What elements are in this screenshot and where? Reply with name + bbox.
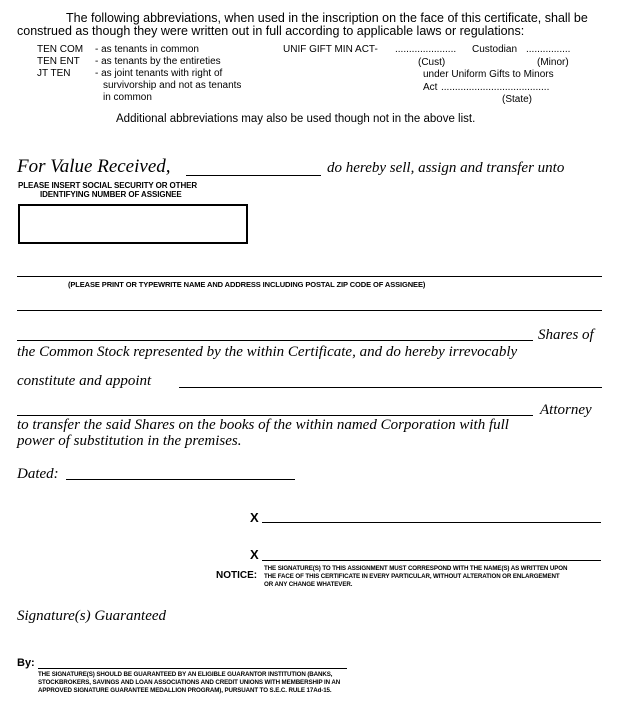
notice-text: OR ANY CHANGE WHATEVER. [264,581,353,588]
assignee-line[interactable] [17,276,602,277]
attorney-label: Attorney [540,402,592,418]
address-label: (PLEASE PRINT OR TYPEWRITE NAME AND ADDRESS INCLUDING POSTAL ZIP CODE OF ASSIGNEE) [68,280,426,289]
abbr-code: JT TEN [37,68,71,79]
value-line[interactable] [186,175,321,176]
ugma-under: under Uniform Gifts to Minors [423,69,554,80]
abbr-code: TEN ENT [37,56,80,67]
ugma-act-dots: ....................................... [441,82,550,93]
abbr-desc: - as joint tenants with right of [95,68,223,79]
by-label: By: [17,657,35,669]
dated-label: Dated: [17,466,59,482]
dated-line[interactable] [66,479,295,480]
additional-note: Additional abbreviations may also be used though not in the above list. [116,113,476,125]
shares-of: Shares of [538,327,594,343]
shares-line[interactable] [17,340,533,341]
notice-text: THE SIGNATURE(S) TO THIS ASSIGNMENT MUST CORRESPOND WITH THE NAME(S) AS WRITTEN UPON [264,565,568,572]
ugma-state: (State) [502,94,533,105]
ugma-act: Act [423,82,438,93]
hereby-text: do hereby sell, assign and transfer unto [327,160,565,176]
for-value-received: For Value Received, [17,156,171,177]
x-mark: X [250,547,259,562]
guarantee-note: THE SIGNATURE(S) SHOULD BE GUARANTEED BY AN ELIGIBLE GUARANTOR INSTITUTION (BANKS, [38,671,333,678]
transfer-text: to transfer the said Shares on the books of the within named Corporation with full [17,417,509,433]
ugma-label: UNIF GIFT MIN ACT- [283,44,378,55]
signature-guaranteed: Signature(s) Guaranteed [17,608,167,624]
signature-line-2[interactable] [262,560,601,561]
common-stock-text: the Common Stock represented by the within Certificate, and do hereby irrevocably [17,344,518,360]
header-line-2: construed as though they were written out in full according to applicable laws or regulations: [17,24,525,38]
guarantee-note: APPROVED SIGNATURE GUARANTEE MEDALLION PROGRAM), PURSUANT TO S.E.C. RULE 17Ad-15. [38,687,332,694]
ugma-minor-dots: ................ [526,44,571,55]
attorney-line[interactable] [17,415,533,416]
constitute-appoint: constitute and appoint [17,373,152,389]
notice-text: THE FACE OF THIS CERTIFICATE IN EVERY PARTICULAR, WITHOUT ALTERATION OR ENLARGEMENT [264,573,560,580]
abbr-desc-cont: in common [103,92,152,103]
header-line-1: The following abbreviations, when used in the inscription on the face of this certificate, shall be [66,11,588,25]
signature-line-1[interactable] [262,522,601,523]
ssn-label: PLEASE INSERT SOCIAL SECURITY OR OTHER [18,181,198,190]
x-mark: X [250,510,259,525]
address-line[interactable] [17,310,602,311]
ssn-input-box[interactable] [18,204,248,244]
transfer-text: power of substitution in the premises. [17,433,242,449]
abbr-desc: - as tenants by the entireties [95,56,221,67]
ugma-minor: (Minor) [537,57,569,68]
abbr-desc-cont: survivorship and not as tenants [103,80,242,91]
abbr-desc: - as tenants in common [95,44,199,55]
ssn-label: IDENTIFYING NUMBER OF ASSIGNEE [40,190,182,199]
guarantor-line[interactable] [38,668,347,669]
ugma-cust-dots: ...................... [395,44,457,55]
ugma-custodian: Custodian [472,44,518,55]
abbr-code: TEN COM [37,44,84,55]
ugma-cust: (Cust) [418,57,446,68]
notice-label: NOTICE: [216,570,258,581]
appoint-line[interactable] [179,387,602,388]
guarantee-note: STOCKBROKERS, SAVINGS AND LOAN ASSOCIATIONS AND CREDIT UNIONS WITH MEMBERSHIP IN AN [38,679,341,686]
